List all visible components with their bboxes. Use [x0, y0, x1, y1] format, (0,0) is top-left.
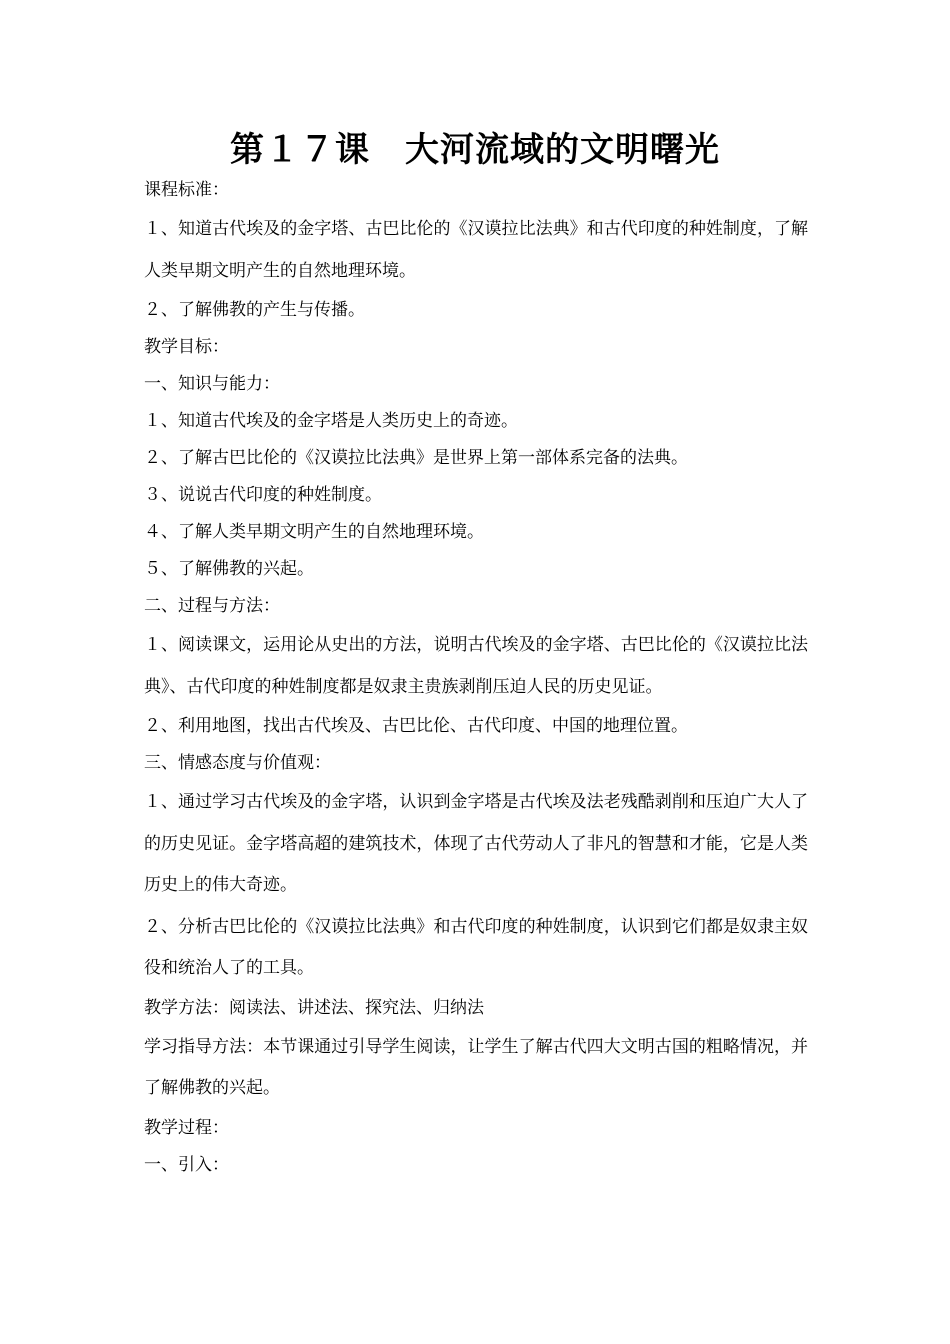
paragraph: ４、了解人类早期文明产生的自然地理环境。	[144, 522, 484, 542]
paragraph: １、知道古代埃及的金字塔、古巴比伦的《汉谟拉比法典》和古代印度的种姓制度，了解人类早期文明产生的自然地理环境。	[144, 219, 808, 281]
paragraph: ２、了解佛教的产生与传播。	[144, 300, 365, 320]
paragraph: ２、分析古巴比伦的《汉谟拉比法典》和古代印度的种姓制度，认识到它们都是奴隶主奴役和统治人了的工具。	[144, 916, 808, 978]
document-body	[144, 172, 808, 1184]
paragraph: １、阅读课文，运用论从史出的方法，说明古代埃及的金字塔、古巴比伦的《汉谟拉比法典》、古代印度的种姓制度都是奴隶主贵族剥削压迫人民的历史见证。	[144, 635, 808, 697]
paragraph: １、知道古代埃及的金字塔是人类历史上的奇迹。	[144, 411, 518, 431]
paragraph: ３、说说古代印度的种姓制度。	[144, 485, 382, 505]
paragraph: ２、利用地图，找出古代埃及、古巴比伦、古代印度、中国的地理位置。	[144, 716, 688, 736]
subheading: 二、过程与方法：	[144, 596, 280, 616]
paragraph: 学习指导方法：本节课通过引导学生阅读，让学生了解古代四大文明古国的粗略情况，并了解佛教的兴起。	[144, 1036, 808, 1098]
paragraph: 教学方法：阅读法、讲述法、探究法、归纳法	[144, 997, 484, 1018]
paragraph: ５、了解佛教的兴起。	[144, 559, 314, 579]
subheading: 一、引入：	[144, 1154, 229, 1175]
heading-course-standard: 课程标准：	[144, 180, 229, 200]
subheading: 一、知识与能力：	[144, 374, 280, 394]
heading-teaching-process: 教学过程：	[144, 1117, 229, 1138]
subheading: 三、情感态度与价值观：	[144, 753, 331, 773]
paragraph: １、通过学习古代埃及的金字塔，认识到金字塔是古代埃及法老残酷剥削和压迫广大人了的历史见证。金字塔高超的建筑技术，体现了古代劳动人了非凡的智慧和才能，它是人类历史上的伟大奇迹。	[144, 792, 808, 895]
heading-teaching-goals: 教学目标：	[144, 337, 229, 357]
paragraph: ２、了解古巴比伦的《汉谟拉比法典》是世界上第一部体系完备的法典。	[144, 448, 688, 468]
document-title: 第１７课 大河流域的文明曙光	[230, 130, 720, 170]
